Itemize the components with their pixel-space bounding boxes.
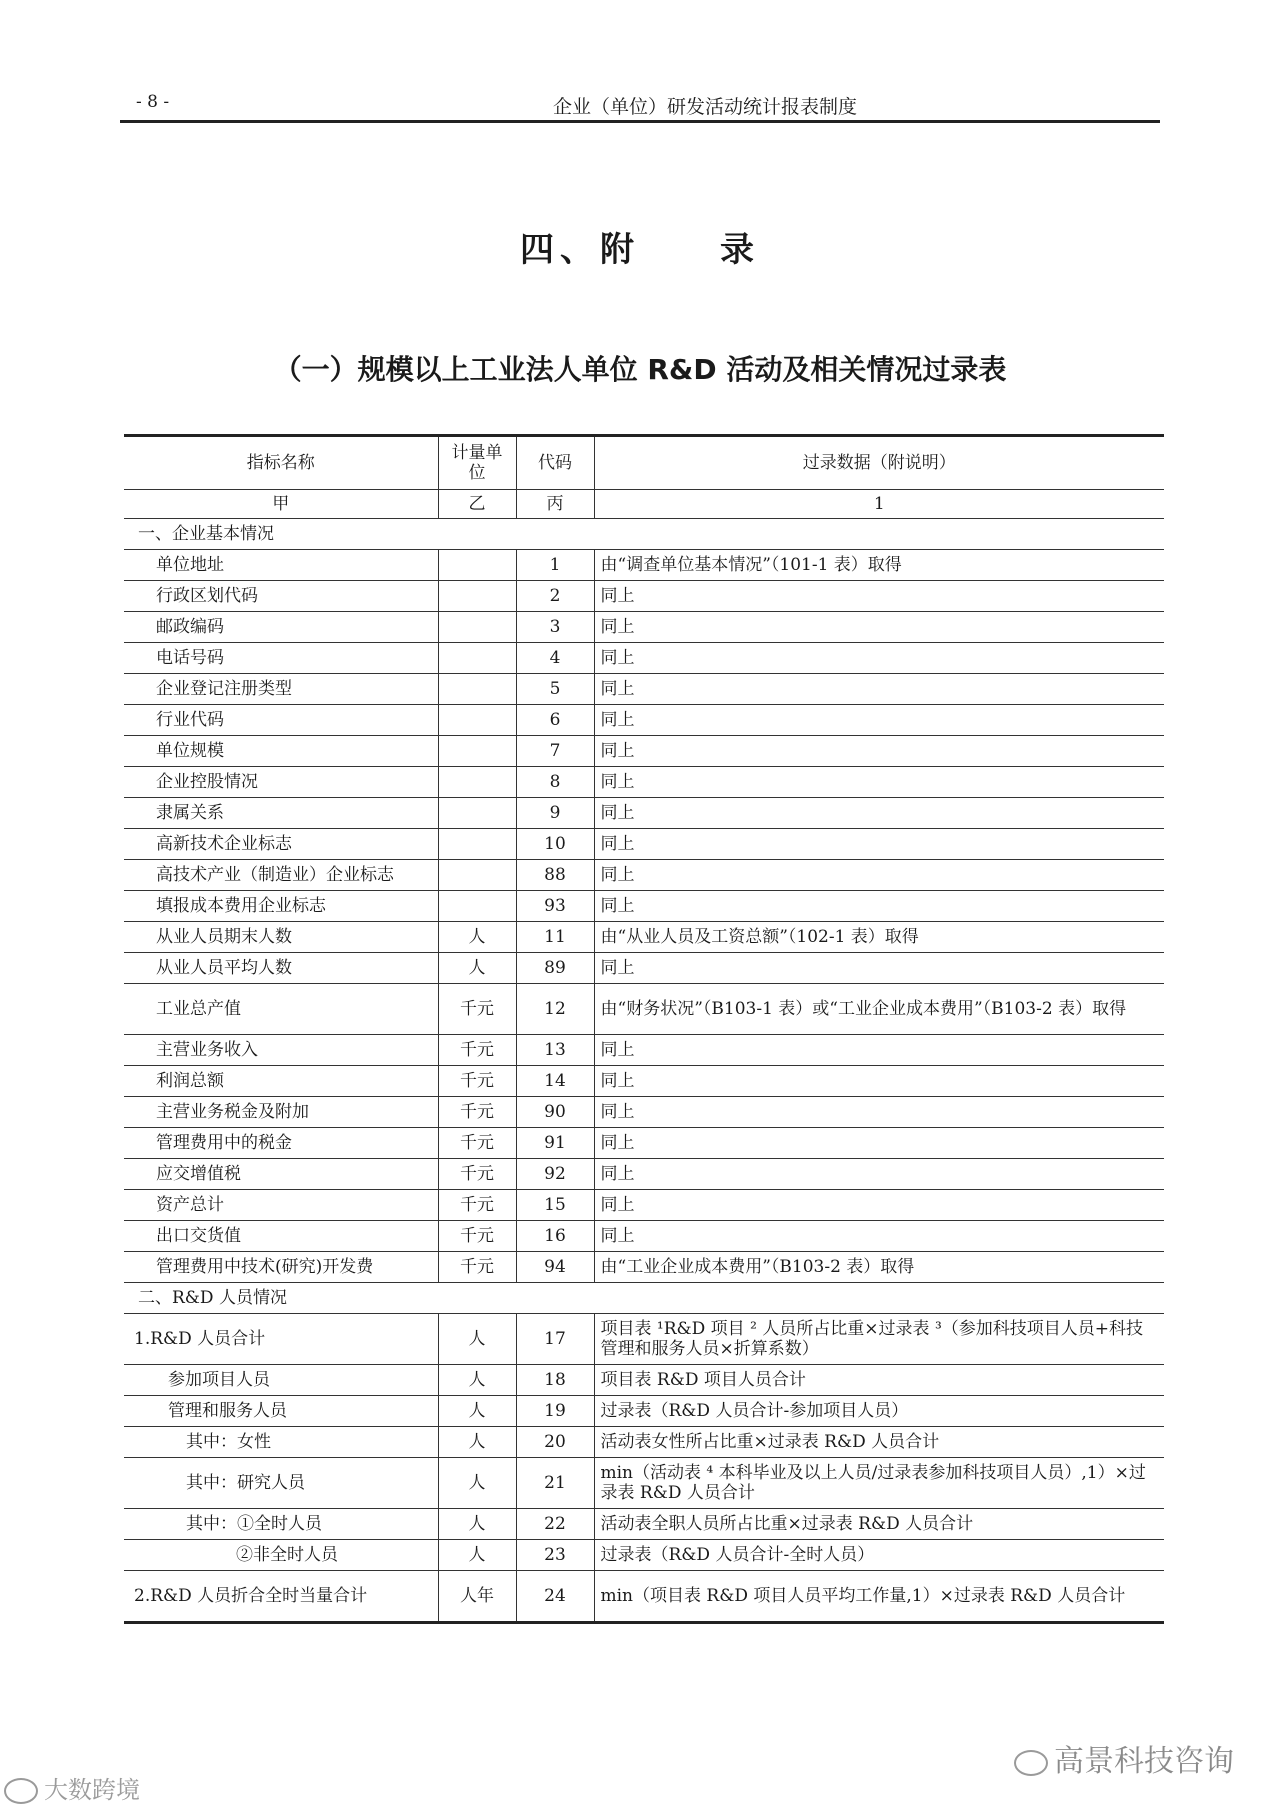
table-subheader-row [124,490,1164,519]
watermark-right [1014,1736,1234,1780]
section-heading: 四、附 录 [520,230,760,270]
row-name: 其中：女性 [124,1427,438,1458]
row-code: 2 [516,581,594,612]
row-name: 出口交货值 [124,1221,438,1252]
table-row [124,1066,1164,1097]
table-row [124,643,1164,674]
row-code: 94 [516,1252,594,1283]
row-name: 填报成本费用企业标志 [124,891,438,922]
header-rule [120,120,1160,123]
row-note: 同上 [594,643,1164,674]
row-code: 20 [516,1427,594,1458]
row-note: 活动表全职人员所占比重×过录表 R&D 人员合计 [594,1509,1164,1540]
row-code: 19 [516,1396,594,1427]
row-unit [438,705,516,736]
watermark-left [4,1770,140,1805]
table-row [124,1221,1164,1252]
running-header-title: 企业（单位）研发活动统计报表制度 [552,96,857,118]
row-note: min（项目表 R&D 项目人员平均工作量,1）×过录表 R&D 人员合计 [594,1571,1164,1623]
row-note: 同上 [594,953,1164,984]
row-name: 从业人员平均人数 [124,953,438,984]
row-unit [438,550,516,581]
row-name: 高技术产业（制造业）企业标志 [124,860,438,891]
row-note: 同上 [594,860,1164,891]
subheader-jia: 甲 [124,490,438,519]
row-code: 21 [516,1458,594,1509]
table-row [124,891,1164,922]
row-note: 活动表女性所占比重×过录表 R&D 人员合计 [594,1427,1164,1458]
row-name: ②非全时人员 [124,1540,438,1571]
row-code: 12 [516,984,594,1035]
table-row [124,1427,1164,1458]
table-row [124,1035,1164,1066]
row-code: 18 [516,1365,594,1396]
row-code: 88 [516,860,594,891]
table-row [124,1252,1164,1283]
row-name: 应交增值税 [124,1159,438,1190]
table-row [124,953,1164,984]
row-unit: 千元 [438,1190,516,1221]
table-title: （一）规模以上工业法人单位 R&D 活动及相关情况过录表 [273,353,1007,386]
row-note: 同上 [594,581,1164,612]
row-code: 3 [516,612,594,643]
row-unit [438,829,516,860]
row-unit [438,674,516,705]
row-code: 24 [516,1571,594,1623]
row-note: 同上 [594,829,1164,860]
row-note: 由“工业企业成本费用”（B103-2 表）取得 [594,1252,1164,1283]
row-note: 由“财务状况”（B103-1 表）或“工业企业成本费用”（B103-2 表）取得 [594,984,1164,1035]
row-unit: 千元 [438,1035,516,1066]
row-code: 22 [516,1509,594,1540]
row-unit [438,767,516,798]
row-name: 行政区划代码 [124,581,438,612]
row-note: 项目表 R&D 项目人员合计 [594,1365,1164,1396]
table-row [124,581,1164,612]
row-name: 工业总产值 [124,984,438,1035]
row-name: 企业控股情况 [124,767,438,798]
table-row [124,1458,1164,1509]
row-note: 同上 [594,1097,1164,1128]
table-row [124,767,1164,798]
row-unit: 人 [438,953,516,984]
table-row [124,1190,1164,1221]
row-code: 1 [516,550,594,581]
row-name: 2.R&D 人员折合全时当量合计 [124,1571,438,1623]
row-name: 行业代码 [124,705,438,736]
row-code: 17 [516,1314,594,1365]
header-data-notes: 过录数据（附说明） [594,436,1164,490]
row-unit: 千元 [438,1097,516,1128]
table-row [124,705,1164,736]
row-note: 同上 [594,674,1164,705]
row-note: 同上 [594,767,1164,798]
row-code: 11 [516,922,594,953]
row-unit: 千元 [438,1252,516,1283]
table-header-row [124,436,1164,490]
table-row [124,736,1164,767]
table-row [124,550,1164,581]
row-name: 隶属关系 [124,798,438,829]
row-unit: 人 [438,922,516,953]
header-code: 代码 [516,436,594,490]
transcription-table [124,434,1164,1624]
subheader-bing: 丙 [516,490,594,519]
row-note: 同上 [594,1128,1164,1159]
row-unit: 千元 [438,1221,516,1252]
row-code: 23 [516,1540,594,1571]
row-code: 10 [516,829,594,860]
row-name: 主营业务税金及附加 [124,1097,438,1128]
row-name: 利润总额 [124,1066,438,1097]
table-row [124,1396,1164,1427]
row-note: 由“从业人员及工资总额”（102-1 表）取得 [594,922,1164,953]
row-name: 单位地址 [124,550,438,581]
row-note: 同上 [594,612,1164,643]
row-unit: 人 [438,1509,516,1540]
row-unit [438,891,516,922]
row-name: 管理费用中的税金 [124,1128,438,1159]
row-unit [438,860,516,891]
watermark-right-text: 高景科技咨询 [1054,1744,1234,1779]
row-unit: 千元 [438,1128,516,1159]
row-unit: 人 [438,1365,516,1396]
subheader-yi: 乙 [438,490,516,519]
row-name: 单位规模 [124,736,438,767]
row-unit: 人 [438,1314,516,1365]
table-row [124,1571,1164,1623]
row-code: 14 [516,1066,594,1097]
section-row-basic: 一、企业基本情况 [124,519,1164,550]
row-note: 同上 [594,891,1164,922]
row-name: 参加项目人员 [124,1365,438,1396]
row-note: min（活动表 ⁴ 本科毕业及以上人员/过录表参加科技项目人员）,1）×过录表 R&D 人员合计 [594,1458,1164,1509]
header-indicator-name: 指标名称 [124,436,438,490]
row-name: 管理费用中技术(研究)开发费 [124,1252,438,1283]
row-code: 6 [516,705,594,736]
table-row [124,829,1164,860]
table-row [124,1540,1164,1571]
row-note: 同上 [594,1159,1164,1190]
subheader-1: 1 [594,490,1164,519]
row-code: 8 [516,767,594,798]
row-unit: 人 [438,1396,516,1427]
row-name: 其中：①全时人员 [124,1509,438,1540]
row-note: 项目表 ¹R&D 项目 ² 人员所占比重×过录表 ³（参加科技项目人员+科技管理和服务人员×折算系数） [594,1314,1164,1365]
row-name: 邮政编码 [124,612,438,643]
row-code: 16 [516,1221,594,1252]
row-unit: 人 [438,1427,516,1458]
row-note: 过录表（R&D 人员合计-参加项目人员） [594,1396,1164,1427]
table-row [124,1314,1164,1365]
row-code: 4 [516,643,594,674]
row-name: 其中：研究人员 [124,1458,438,1509]
table-row [124,1128,1164,1159]
table-row [124,1097,1164,1128]
row-note: 由“调查单位基本情况”（101-1 表）取得 [594,550,1164,581]
row-name: 1.R&D 人员合计 [124,1314,438,1365]
table-row [124,984,1164,1035]
row-unit [438,612,516,643]
row-name: 从业人员期末人数 [124,922,438,953]
row-note: 同上 [594,798,1164,829]
row-name: 管理和服务人员 [124,1396,438,1427]
row-unit: 人 [438,1458,516,1509]
row-note: 过录表（R&D 人员合计-全时人员） [594,1540,1164,1571]
watermark-left-text: 大数跨境 [44,1776,140,1804]
row-code: 90 [516,1097,594,1128]
page-number: - 8 - [136,92,170,112]
row-note: 同上 [594,736,1164,767]
row-note: 同上 [594,1221,1164,1252]
row-code: 93 [516,891,594,922]
row-unit: 千元 [438,984,516,1035]
row-note: 同上 [594,1035,1164,1066]
row-code: 7 [516,736,594,767]
header-unit: 计量单位 [438,436,516,490]
row-unit: 千元 [438,1159,516,1190]
row-name: 企业登记注册类型 [124,674,438,705]
row-unit: 千元 [438,1066,516,1097]
table-row [124,1159,1164,1190]
row-note: 同上 [594,1190,1164,1221]
row-code: 5 [516,674,594,705]
table-row [124,674,1164,705]
row-unit [438,581,516,612]
row-unit [438,643,516,674]
row-unit [438,798,516,829]
row-name: 高新技术企业标志 [124,829,438,860]
row-code: 15 [516,1190,594,1221]
table-row [124,798,1164,829]
row-name: 电话号码 [124,643,438,674]
row-unit: 人年 [438,1571,516,1623]
table-row [124,1509,1164,1540]
row-name: 资产总计 [124,1190,438,1221]
row-code: 89 [516,953,594,984]
row-note: 同上 [594,1066,1164,1097]
row-name: 主营业务收入 [124,1035,438,1066]
row-code: 91 [516,1128,594,1159]
row-unit: 人 [438,1540,516,1571]
row-code: 13 [516,1035,594,1066]
table-row [124,612,1164,643]
row-unit [438,736,516,767]
table-row [124,860,1164,891]
wechat-icon [1014,1750,1048,1776]
row-code: 92 [516,1159,594,1190]
table-row [124,1365,1164,1396]
table-row [124,922,1164,953]
logo-icon [4,1778,38,1804]
row-code: 9 [516,798,594,829]
row-note: 同上 [594,705,1164,736]
section-row-rd-personnel: 二、R&D 人员情况 [124,1283,1164,1314]
